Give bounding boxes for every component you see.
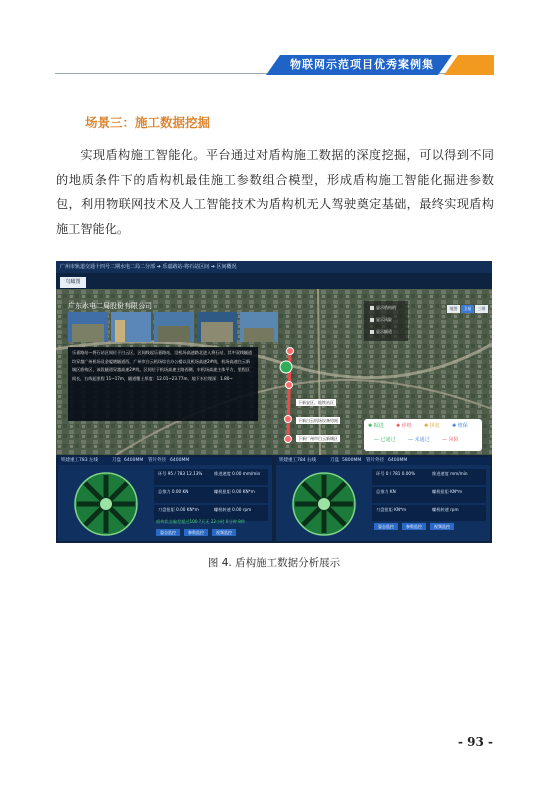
- legend-label: 未通过: [414, 437, 430, 443]
- company-title: 广东水电二局股份有限公司: [68, 302, 152, 310]
- checkbox-icon: [370, 318, 374, 322]
- readout-speed: 推进速度 0.00 mm/min: [214, 471, 261, 476]
- project-info-text: 乐嘉路站—将石站区间位于白云区，区间线起乐嘉路站，沿机场高速路北进入将石站，其中双线隧道均穿越广州机场及金履塘隧道西，广州市白云机场综合办公楼以及机场高速2#线，机场高速白云新城区盾构区，该段隧道穿越高速2#线，区间位于机场高速主路西侧，车机场高速主体平方，里程区间长，右线起里程 11~17m，隧道覆土厚度：12.01~23.77m，地下水位埋深：1.80~: [72, 350, 253, 381]
- tab-aerial-view[interactable]: 鸟瞰图: [60, 277, 86, 288]
- layer-toggle-risks[interactable]: [370, 317, 392, 323]
- map-type-switch: [446, 295, 488, 314]
- panel-value-segment: 6400MM: [170, 458, 190, 463]
- checkbox-icon: [370, 330, 374, 334]
- section-title: 场景三：施工数据挖掘: [85, 115, 211, 130]
- checkbox-icon: [370, 306, 374, 310]
- readout-screw-torque: 螺机扭矩 0.00 KN*m: [214, 489, 255, 494]
- legend-maintenance: ✺ 维保: [452, 423, 468, 429]
- panel-value-cutter: 5800MM: [342, 458, 362, 463]
- panel-tag-cutter: 刀盘: [330, 458, 339, 463]
- layer-label: 显示风险: [376, 317, 392, 322]
- parameter-monitor-button[interactable]: 参数监控: [402, 523, 426, 530]
- site-photos: [68, 312, 278, 342]
- layer-toggle-tunnels[interactable]: [370, 329, 392, 335]
- panel-value-cutter: 6400MM: [124, 458, 144, 463]
- legend-label: 停机: [401, 423, 412, 429]
- page-number: - 93 -: [458, 735, 494, 749]
- legend-label: 掘进: [373, 423, 384, 429]
- readout-ring: 环号 95 / 783 12.13%: [158, 471, 203, 476]
- readout-ring: 环号 0 / 781 0.00%: [376, 471, 416, 476]
- readout-cutter-torque: 刀盘扭矩 KN*m: [376, 507, 407, 512]
- map-button-map[interactable]: 地图: [447, 305, 460, 313]
- panel-header: [276, 457, 490, 465]
- layer-toggle-machines[interactable]: [370, 305, 396, 311]
- legend-label: 拼装: [429, 423, 440, 429]
- panel-tag-segment: 管片外径: [366, 458, 384, 463]
- readout-speed: 推进速度 mm/min: [432, 471, 468, 476]
- tbm-panel-right: [276, 457, 490, 541]
- map-button-satellite[interactable]: 卫星: [461, 305, 474, 313]
- legend-stopped: ✺ 停机: [396, 423, 412, 429]
- video-monitor-button[interactable]: 视频监控: [212, 529, 236, 536]
- status-alert: 盾构状态偏差超过100 ?天无 22小时 0分钟 8秒: [156, 519, 246, 524]
- cutterhead-icon: [284, 471, 364, 537]
- route-label-station: 下新安区、地铁站区: [298, 400, 334, 405]
- route-label-newcity: 下新广州市白云新城区: [298, 436, 338, 441]
- paragraph-text: 实现盾构施工智能化。平台通过对盾构施工数据的深度挖掘，可以得到不同的地质条件下的盾构机最佳施工参数组合模型，形成盾构施工智能化掘进参数包，利用物联网技术及人工智能技术为盾构机无人驾驶奠定基础，最终实现盾构施工智能化。: [56, 148, 494, 236]
- readout-thrust: 总推力 0.00 KN: [158, 489, 189, 494]
- legend-tunneling: ✺ 掘进: [368, 423, 384, 429]
- panel-tag-cutter: 刀盘: [112, 458, 121, 463]
- figure-caption: 图 4. 盾构施工数据分析展示: [207, 557, 341, 569]
- readout-screw-speed: 螺机转速 0.00 rpm: [214, 507, 252, 512]
- panel-value-segment: 6400MM: [388, 458, 408, 463]
- tbm-panel-left: [58, 457, 272, 541]
- legend-label: 已通过: [380, 437, 396, 443]
- readout-thrust: 总推力 KN: [376, 489, 396, 494]
- route-label-airport: 下新白云机场设备房间: [298, 418, 338, 423]
- layer-label: 显示隧道: [376, 329, 392, 334]
- legend-label: 维保: [457, 423, 468, 429]
- header-title: 物联网示范项目优秀案例集: [290, 58, 434, 71]
- attitude-monitor-button[interactable]: 姿态监控: [156, 529, 180, 536]
- readout-screw-torque: 螺机扭矩 KN*m: [432, 489, 463, 494]
- readout-screw-speed: 螺机转速 rpm: [432, 507, 459, 512]
- panel-tag-segment: 管片外径: [148, 458, 166, 463]
- figure-breadcrumb: 广州市轨道交通十四号二期水电二局二分部 ➔ 乐嘉路站-将石站区间 ➔ 区间概况: [60, 264, 237, 270]
- dashboard-figure: [56, 261, 492, 543]
- panel-title: 铁建重工784 右线: [279, 458, 317, 463]
- parameter-monitor-button[interactable]: 参数监控: [184, 529, 208, 536]
- legend-not-passed: — 未通过: [408, 437, 430, 443]
- layer-label: 显示盾构机: [376, 305, 396, 310]
- readout-cutter-torque: 刀盘扭矩 0.00 KN*m: [158, 507, 199, 512]
- legend-risk: — 风险: [442, 437, 459, 443]
- legend-passed: — 已通过: [374, 437, 396, 443]
- attitude-monitor-button[interactable]: 姿态监控: [374, 523, 398, 530]
- panel-header: [58, 457, 272, 465]
- video-monitor-button[interactable]: 视频监控: [430, 523, 454, 530]
- legend-assembling: ✺ 拼装: [424, 423, 440, 429]
- cutterhead-icon: [66, 471, 146, 537]
- map-button-3d[interactable]: 三维: [475, 305, 488, 313]
- legend-label: 风险: [448, 437, 459, 443]
- panel-title: 铁建重工783 左线: [61, 458, 99, 463]
- body-paragraph: [56, 143, 494, 241]
